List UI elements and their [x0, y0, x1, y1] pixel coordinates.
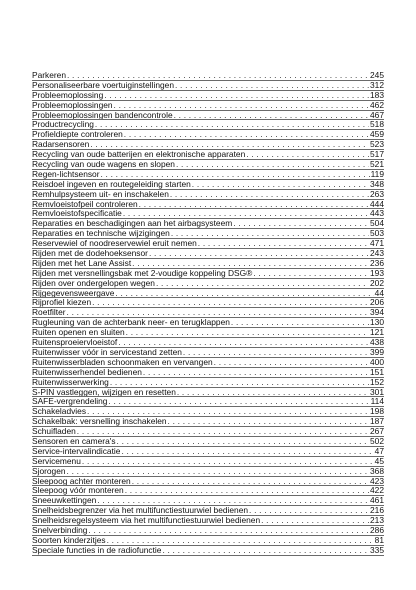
- dot-leader: [249, 506, 369, 516]
- index-entry-title: Ruitenwisser vóór in servicestand zetten: [32, 347, 182, 357]
- dot-leader: [176, 160, 369, 170]
- index-entry: [32, 140, 384, 150]
- index-entry-title: Reparaties en beschadigingen aan het airbagsysteem: [32, 219, 233, 229]
- dot-leader: [174, 111, 369, 121]
- index-entry: [32, 407, 384, 417]
- index-entry: [32, 170, 384, 180]
- index-entry-page: 335: [370, 545, 384, 555]
- index-entry-title: Schakelbak: versnelling inschakelen: [32, 417, 167, 427]
- dot-leader: [108, 397, 369, 407]
- index-entry-title: Remvloeistofpeil controleren: [32, 199, 138, 209]
- dot-leader: [104, 91, 369, 101]
- index-entry: [32, 279, 384, 289]
- index-entry: [32, 298, 384, 308]
- dot-leader: [214, 358, 369, 368]
- dot-leader: [82, 457, 374, 467]
- index-entry: [32, 71, 384, 81]
- index-entry-title: Rijden met versnellingsbak met 2-voudige koppeling DSG®: [32, 268, 253, 278]
- dot-leader: [117, 437, 369, 447]
- index-entry-title: Probleemoplossingen: [32, 100, 113, 110]
- index-entry: [32, 397, 384, 407]
- index-entry-title: Parkeren: [32, 71, 66, 80]
- index-entry-page: 467: [370, 110, 384, 120]
- index-entry: [32, 101, 384, 111]
- index-entry-page: 521: [370, 160, 384, 170]
- index-entry-title: Probleemoplossing: [32, 90, 104, 100]
- index-entry-page: 394: [370, 308, 384, 318]
- index-entry: [32, 516, 384, 526]
- index-entry-page: 301: [370, 387, 384, 397]
- index-entry-title: Schuifladen: [32, 427, 76, 437]
- index-entry-page: 518: [370, 120, 384, 130]
- dot-leader: [253, 269, 369, 279]
- dot-leader: [149, 249, 369, 259]
- dot-leader: [88, 526, 369, 536]
- index-entry: [32, 447, 384, 457]
- index-entry-title: Ruiten openen en sluiten: [32, 328, 125, 338]
- index-entry: [32, 378, 384, 388]
- index-entry-title: Probleemoplossingen bandencontrole: [32, 110, 173, 120]
- dot-leader: [114, 101, 369, 111]
- index-entry-page: 348: [370, 179, 384, 189]
- index-entry: [32, 467, 384, 477]
- index-entry-title: Reservewiel of noodreservewiel eruit nemen: [32, 239, 197, 249]
- index-entry-title: Rijden met de dodehoeksensor: [32, 249, 148, 259]
- index-entry-page: 399: [370, 347, 384, 357]
- dot-leader: [171, 229, 369, 239]
- index-entry-title: Rijprofiel kiezen: [32, 298, 92, 308]
- index-entry: [32, 546, 384, 556]
- dot-leader: [261, 516, 369, 526]
- index-entry: [32, 120, 384, 130]
- index-entry-title: Snelverbinding: [32, 525, 88, 535]
- dot-leader: [175, 81, 369, 91]
- index-entry: [32, 209, 384, 219]
- index-entry-title: Ruitenwisserwerking: [32, 377, 109, 387]
- dot-leader: [110, 378, 369, 388]
- dot-leader: [87, 407, 369, 417]
- dot-leader: [132, 477, 369, 487]
- index-entry-title: Sleepoog vóór monteren: [32, 486, 124, 496]
- index-entry-page: 44: [374, 288, 384, 298]
- index-entry-page: 471: [370, 239, 384, 249]
- dot-leader: [97, 496, 369, 506]
- index-entry-page: 243: [370, 249, 384, 259]
- index-entry-title: Soorten kinderzitjes: [32, 535, 106, 545]
- index-entry: [32, 496, 384, 506]
- dot-leader: [143, 368, 369, 378]
- index-entry-title: S-PIN vastleggen, wijzigen en resetten: [32, 387, 176, 397]
- dot-leader: [95, 120, 369, 130]
- dot-leader: [156, 279, 369, 289]
- index-entry-title: Roetfilter: [32, 308, 66, 318]
- index-entry: [32, 229, 384, 239]
- dot-leader: [107, 536, 374, 546]
- index-entry: [32, 427, 384, 437]
- index-entry: [32, 160, 384, 170]
- dot-leader: [123, 209, 369, 219]
- index-entry-page: 462: [370, 100, 384, 110]
- dot-leader: [115, 289, 373, 299]
- index-entry-page: 312: [370, 80, 384, 90]
- index-entry: [32, 506, 384, 516]
- index-entry: [32, 536, 384, 546]
- index-entry: [32, 348, 384, 358]
- dot-leader: [67, 308, 370, 318]
- index-entry-title: Profieldiepte controleren: [32, 130, 123, 140]
- dot-leader: [139, 200, 369, 210]
- dot-leader: [90, 140, 369, 150]
- index-entry: [32, 269, 384, 279]
- index-entry-title: SAFE-vergrendeling: [32, 397, 108, 407]
- index-entry: [32, 111, 384, 121]
- index-entry-page: 130: [370, 318, 384, 328]
- index-entry-page: 206: [370, 298, 384, 308]
- index-entry-page: 286: [370, 525, 384, 535]
- index-entry-page: 502: [370, 436, 384, 446]
- dot-leader: [124, 130, 369, 140]
- index-entry-page: 81: [374, 535, 384, 545]
- dot-leader: [177, 388, 369, 398]
- index-entry: [32, 526, 384, 536]
- index-entry: [32, 219, 384, 229]
- index-entry-title: Snelheidsbegrenzer via het multifunctiestuurwiel bedienen: [32, 506, 249, 516]
- dot-leader: [121, 447, 373, 457]
- dot-leader: [132, 259, 369, 269]
- dot-leader: [162, 546, 369, 556]
- index-entry-title: Sneeuwkettingen: [32, 496, 97, 506]
- index-entry-title: Recycling van oude wagens en slopen: [32, 160, 175, 170]
- index-entry: [32, 477, 384, 487]
- index-entry: [32, 486, 384, 496]
- index-entry-title: Personaliseerbare voertuiginstellingen: [32, 80, 174, 90]
- dot-leader: [233, 219, 369, 229]
- index-entry-title: Schakeladvies: [32, 407, 87, 417]
- index-entry-page: 245: [370, 71, 384, 80]
- index-entry-page: 503: [370, 229, 384, 239]
- index-entry-page: 423: [370, 476, 384, 486]
- index-entry: [32, 200, 384, 210]
- index-entry-page: 400: [370, 357, 384, 367]
- dot-leader: [67, 467, 369, 477]
- index-entry-title: Ruitenwisserhendel bedienen: [32, 367, 142, 377]
- index-entry: [32, 150, 384, 160]
- index-entry-title: Radarsensoren: [32, 140, 90, 150]
- index-entry-page: 263: [370, 189, 384, 199]
- index-entry: [32, 388, 384, 398]
- index-entry-title: Remvloeistofspecificatie: [32, 209, 122, 219]
- index-entry-title: Rijden over ondergelopen wegen: [32, 278, 155, 288]
- index-entry: [32, 289, 384, 299]
- index-entry-page: 368: [370, 466, 384, 476]
- dot-leader: [118, 338, 369, 348]
- index-entry-page: 438: [370, 338, 384, 348]
- index-list: [32, 71, 384, 556]
- dot-leader: [231, 318, 369, 328]
- dot-leader: [168, 417, 369, 427]
- index-entry: [32, 358, 384, 368]
- index-entry: [32, 259, 384, 269]
- index-entry-page: 517: [370, 150, 384, 160]
- index-entry: [32, 130, 384, 140]
- dot-leader: [101, 170, 370, 180]
- index-entry: [32, 308, 384, 318]
- index-entry-page: 459: [370, 130, 384, 140]
- index-entry: [32, 81, 384, 91]
- index-entry-page: 114: [370, 397, 384, 407]
- dot-leader: [198, 239, 369, 249]
- dot-leader: [77, 427, 369, 437]
- index-entry-page: 119: [370, 169, 384, 179]
- index-entry-title: Ruitenwisserbladen schoonmaken en vervangen: [32, 357, 213, 367]
- index-entry-page: 45: [374, 456, 384, 466]
- index-entry-page: 121: [370, 328, 384, 338]
- dot-leader: [183, 348, 369, 358]
- index-entry-title: Reparaties en technische wijzigingen: [32, 229, 170, 239]
- index-entry-page: 202: [370, 278, 384, 288]
- index-entry-page: 422: [370, 486, 384, 496]
- index-entry: [32, 318, 384, 328]
- index-entry: [32, 180, 384, 190]
- index-entry-page: 187: [370, 417, 384, 427]
- dot-leader: [125, 486, 369, 496]
- index-entry-page: 47: [374, 446, 384, 456]
- index-entry-page: 443: [370, 209, 384, 219]
- index-entry-page: 523: [370, 140, 384, 150]
- index-entry-page: 461: [370, 496, 384, 506]
- index-entry-title: Snelheidsregelsysteem via het multifunctiestuurwiel bedienen: [32, 516, 261, 526]
- index-entry-page: 236: [370, 258, 384, 268]
- index-entry-title: Rugleuning van de achterbank neer- en terugklappen: [32, 318, 230, 328]
- index-entry-title: Speciale functies in de radiofunctie: [32, 545, 162, 555]
- index-entry-title: Reisdoel ingeven en routegeleiding starten: [32, 179, 191, 189]
- index-entry-title: Productrecycling: [32, 120, 94, 130]
- index-entry-title: Servicemenu: [32, 456, 81, 466]
- index-entry-title: Sensoren en camera's: [32, 436, 116, 446]
- index-entry-page: 213: [370, 516, 384, 526]
- dot-leader: [92, 298, 369, 308]
- dot-leader: [246, 150, 369, 160]
- dot-leader: [126, 328, 369, 338]
- dot-leader: [192, 180, 369, 190]
- index-entry-page: 444: [370, 199, 384, 209]
- index-entry-title: Rijden met het Lane Assist: [32, 258, 132, 268]
- index-entry-title: Regen-lichtsensor: [32, 169, 100, 179]
- index-entry-page: 504: [370, 219, 384, 229]
- dot-leader: [170, 190, 369, 200]
- index-entry-page: 193: [370, 268, 384, 278]
- index-entry-page: 216: [370, 506, 384, 516]
- index-entry-title: Service-intervalindicatie: [32, 446, 121, 456]
- index-entry-title: Recycling van oude batterijen en elektronische apparaten: [32, 150, 246, 160]
- index-entry: [32, 368, 384, 378]
- index-entry-page: 152: [370, 377, 384, 387]
- index-entry-title: Sjorogen: [32, 466, 66, 476]
- index-entry: [32, 328, 384, 338]
- index-entry: [32, 249, 384, 259]
- dot-leader: [67, 71, 369, 81]
- index-entry: [32, 437, 384, 447]
- index-entry: [32, 190, 384, 200]
- index-entry-title: Sleepoog achter monteren: [32, 476, 131, 486]
- index-entry: [32, 338, 384, 348]
- index-entry-title: Remhulpsysteem uit- en inschakelen: [32, 189, 169, 199]
- index-entry: [32, 91, 384, 101]
- index-entry-page: 183: [370, 90, 384, 100]
- index-entry-page: 267: [370, 427, 384, 437]
- index-entry-page: 198: [370, 407, 384, 417]
- index-entry: [32, 417, 384, 427]
- index-entry-title: Rijgegevensweergave: [32, 288, 115, 298]
- index-entry-page: 151: [370, 367, 384, 377]
- index-entry-title: Ruitensproeiervloeistof: [32, 338, 118, 348]
- index-entry: [32, 239, 384, 249]
- index-entry: [32, 457, 384, 467]
